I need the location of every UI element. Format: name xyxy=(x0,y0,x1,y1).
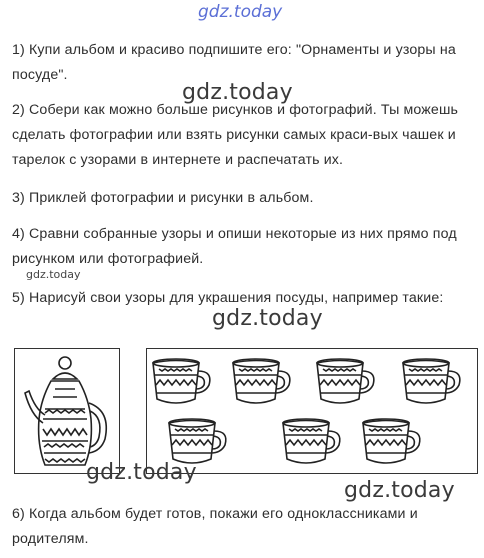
task-6-text: 6) Когда альбом будет готов, покажи его одноклассниками и родителям. xyxy=(12,506,418,547)
task-4-text: 4) Сравни собранные узоры и опиши некоторые из них прямо под рисунком или фотографией. xyxy=(12,226,457,267)
watermark: gdz.today xyxy=(212,306,323,331)
watermark: gdz.today xyxy=(344,478,455,503)
task-2-text: 2) Собери как можно больше рисунков и фотографий. Ты можешь сделать фотографии или взять рисунки самых краси-вых чашек и тарелок с узорами в интернете и распечатать их. xyxy=(12,102,459,168)
cup-icon xyxy=(147,349,477,473)
cups-illustration xyxy=(146,348,478,474)
task-3-text: 3) Приклей фотографии и рисунки в альбом. xyxy=(12,190,314,206)
watermark-top: gdz.today xyxy=(198,2,283,22)
watermark: gdz.today xyxy=(182,80,293,105)
task-1-text: 1) Купи альбом и красиво подпишите его: "Орнаменты и узоры на посуде". xyxy=(12,42,456,83)
teapot-icon xyxy=(15,349,119,473)
teapot-illustration xyxy=(14,348,120,474)
watermark: gdz.today xyxy=(26,268,81,281)
watermark: gdz.today xyxy=(86,460,197,485)
task-5-text: 5) Нарисуй свои узоры для украшения посуды, например такие: xyxy=(12,290,444,306)
